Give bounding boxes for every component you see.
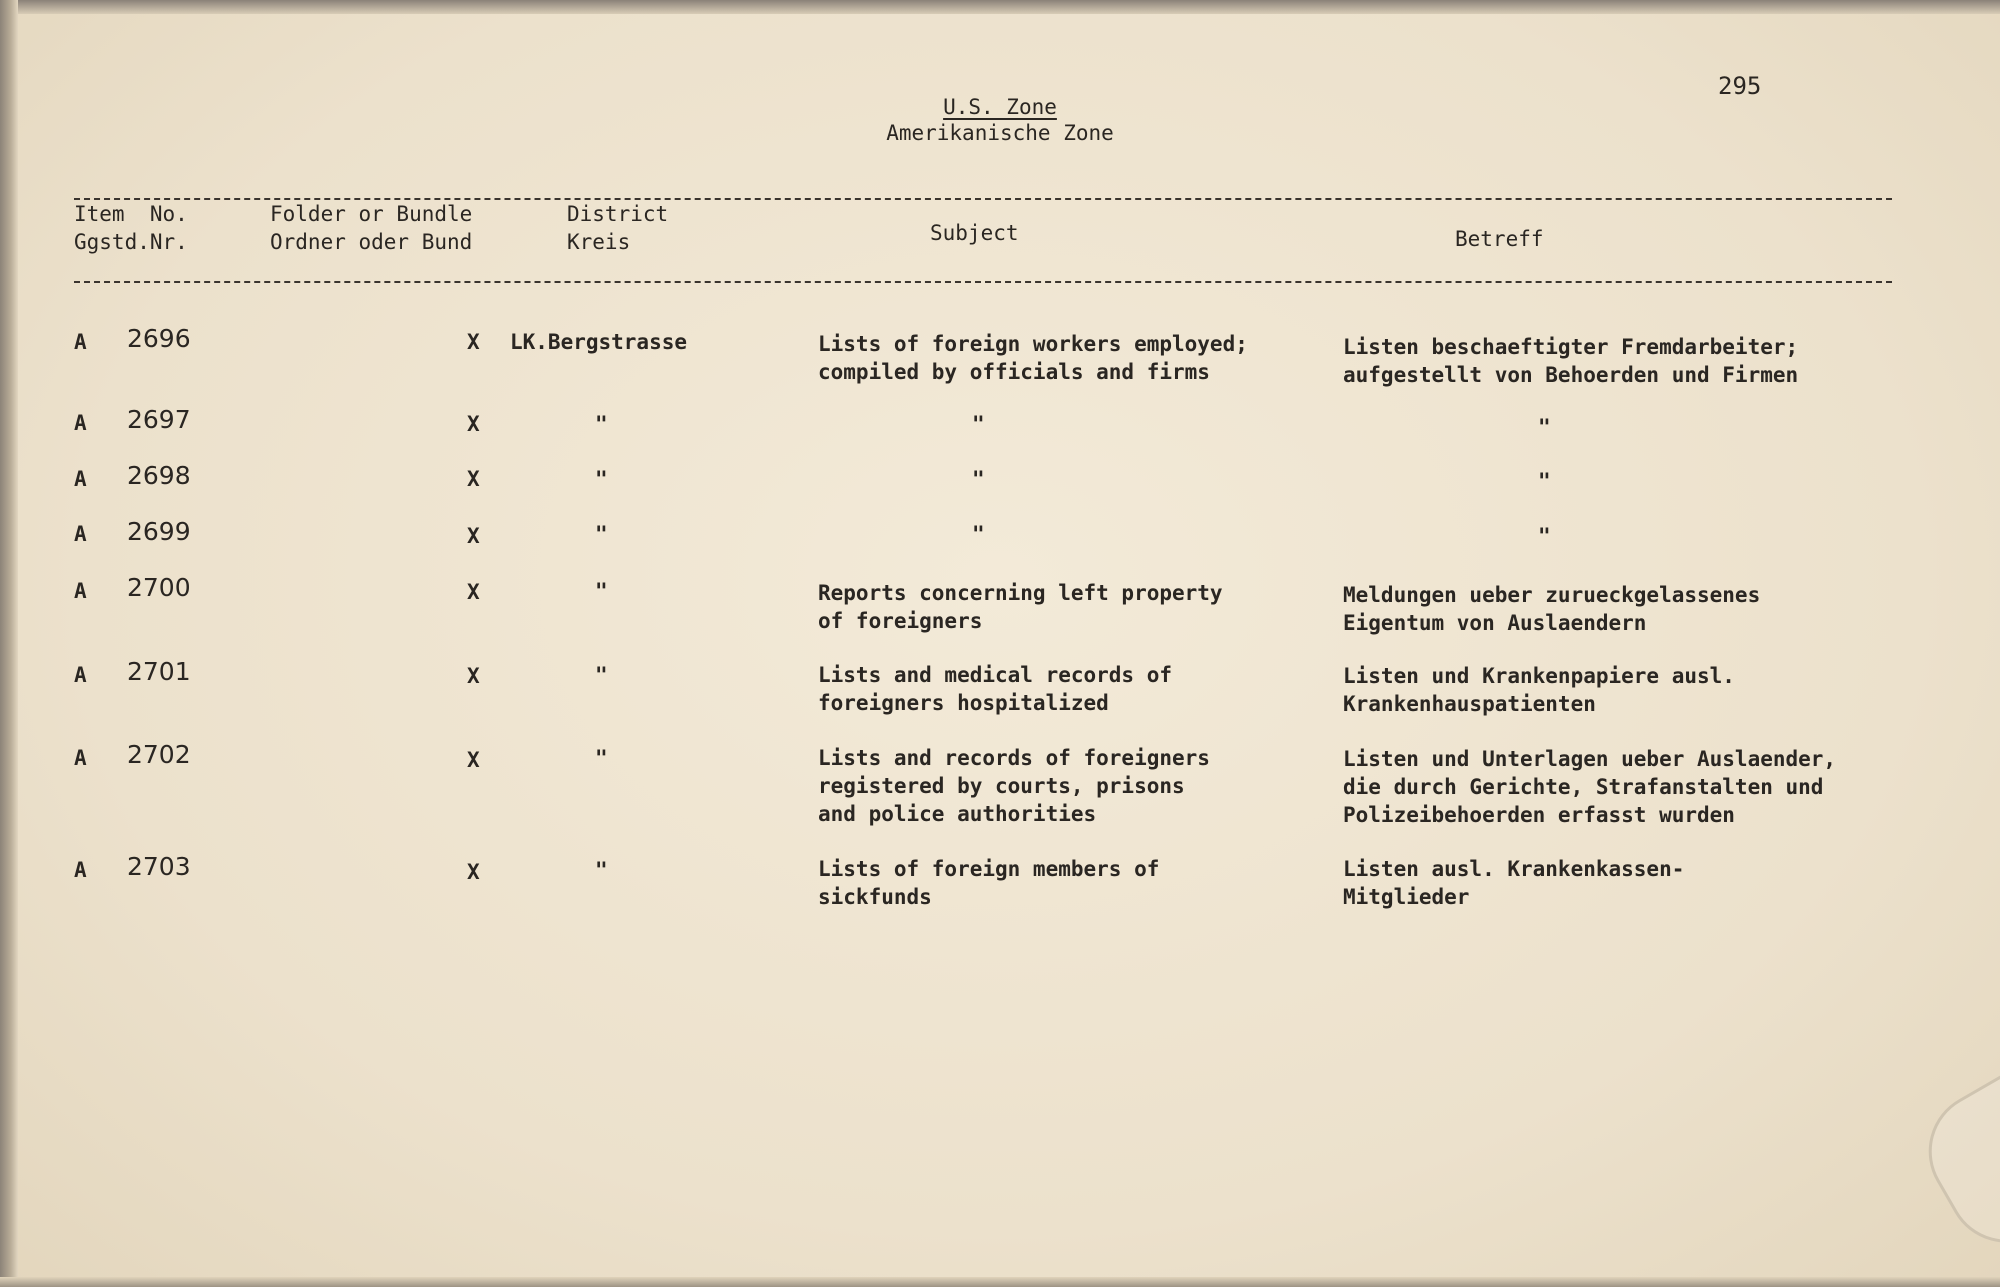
row-folder: X (467, 748, 480, 772)
row-number: 2697 (127, 405, 191, 434)
page-bottom-edge (0, 1277, 2000, 1287)
paper-clip (1907, 1071, 2000, 1264)
header-betreff: Betreff (1455, 227, 1544, 251)
row-betreff: " (1538, 524, 1551, 548)
row-subject: Lists and medical records of foreigners hospitalized (818, 663, 1173, 715)
row-district: " (595, 467, 608, 491)
row-number: 2698 (127, 461, 191, 490)
page-number: 295 (1718, 72, 1762, 100)
header-bottom-rule (74, 281, 1892, 283)
row-letter: A (74, 411, 87, 435)
row-subject: Lists of foreign members of sickfunds (818, 857, 1160, 909)
row-subject: Lists of foreign workers employed; compiled by officials and firms (818, 332, 1248, 384)
row-folder: X (467, 524, 480, 548)
header-district (567, 200, 668, 256)
row-subject: " (972, 522, 985, 546)
row-number: 2696 (127, 324, 191, 353)
row-district: " (595, 746, 608, 770)
header-subject: Subject (930, 221, 1019, 245)
row-number: 2699 (127, 517, 191, 546)
row-letter: A (74, 467, 87, 491)
book-binding (0, 0, 18, 1287)
row-betreff: Meldungen ueber zurueckgelassenes Eigentum von Auslaendern (1343, 583, 1761, 635)
row-district: " (595, 522, 608, 546)
header-folder-de: Ordner oder Bund (270, 230, 473, 254)
title-english: U.S. Zone (943, 95, 1057, 119)
row-letter: A (74, 663, 87, 687)
row-betreff: " (1538, 469, 1551, 493)
row-letter: A (74, 522, 87, 546)
row-number: 2700 (127, 573, 191, 602)
page-top-edge (0, 0, 2000, 14)
header-item-en: Item No. (74, 202, 188, 226)
row-folder: X (467, 467, 480, 491)
row-letter: A (74, 579, 87, 603)
row-folder: X (467, 860, 480, 884)
header-folder-en: Folder or Bundle (270, 202, 473, 226)
row-betreff: Listen ausl. Krankenkassen- Mitglieder (1343, 857, 1685, 909)
row-betreff: " (1538, 415, 1551, 439)
row-district: " (595, 858, 608, 882)
row-letter: A (74, 746, 87, 770)
row-subject: " (972, 467, 985, 491)
header-item-de: Ggstd.Nr. (74, 230, 188, 254)
row-folder: X (467, 664, 480, 688)
row-number: 2701 (127, 657, 191, 686)
row-subject: Reports concerning left property of foreigners (818, 581, 1223, 633)
title-german: Amerikanische Zone (886, 121, 1114, 145)
row-subject: Lists and records of foreigners registered by courts, prisons and police authorities (818, 746, 1210, 826)
row-betreff: Listen beschaeftigter Fremdarbeiter; aufgestellt von Behoerden und Firmen (1343, 335, 1799, 387)
header-district-en: District (567, 202, 669, 226)
row-number: 2702 (127, 740, 191, 769)
row-district: LK.Bergstrasse (510, 330, 688, 354)
row-letter: A (74, 330, 87, 354)
row-folder: X (467, 580, 480, 604)
row-folder: X (467, 330, 480, 354)
row-number: 2703 (127, 852, 191, 881)
row-district: " (595, 579, 608, 603)
row-betreff: Listen und Krankenpapiere ausl. Krankenhauspatienten (1343, 664, 1735, 716)
row-letter: A (74, 858, 87, 882)
header-folder (270, 200, 472, 256)
row-district: " (595, 412, 608, 436)
row-subject: " (972, 412, 985, 436)
row-betreff: Listen und Unterlagen ueber Auslaender, die durch Gerichte, Strafanstalten und Polizeibehoerden erfasst wurden (1343, 747, 1837, 827)
row-folder: X (467, 412, 480, 436)
page-title (860, 95, 1140, 145)
row-district: " (595, 663, 608, 687)
header-district-de: Kreis (567, 230, 631, 254)
header-item-no (74, 200, 188, 256)
